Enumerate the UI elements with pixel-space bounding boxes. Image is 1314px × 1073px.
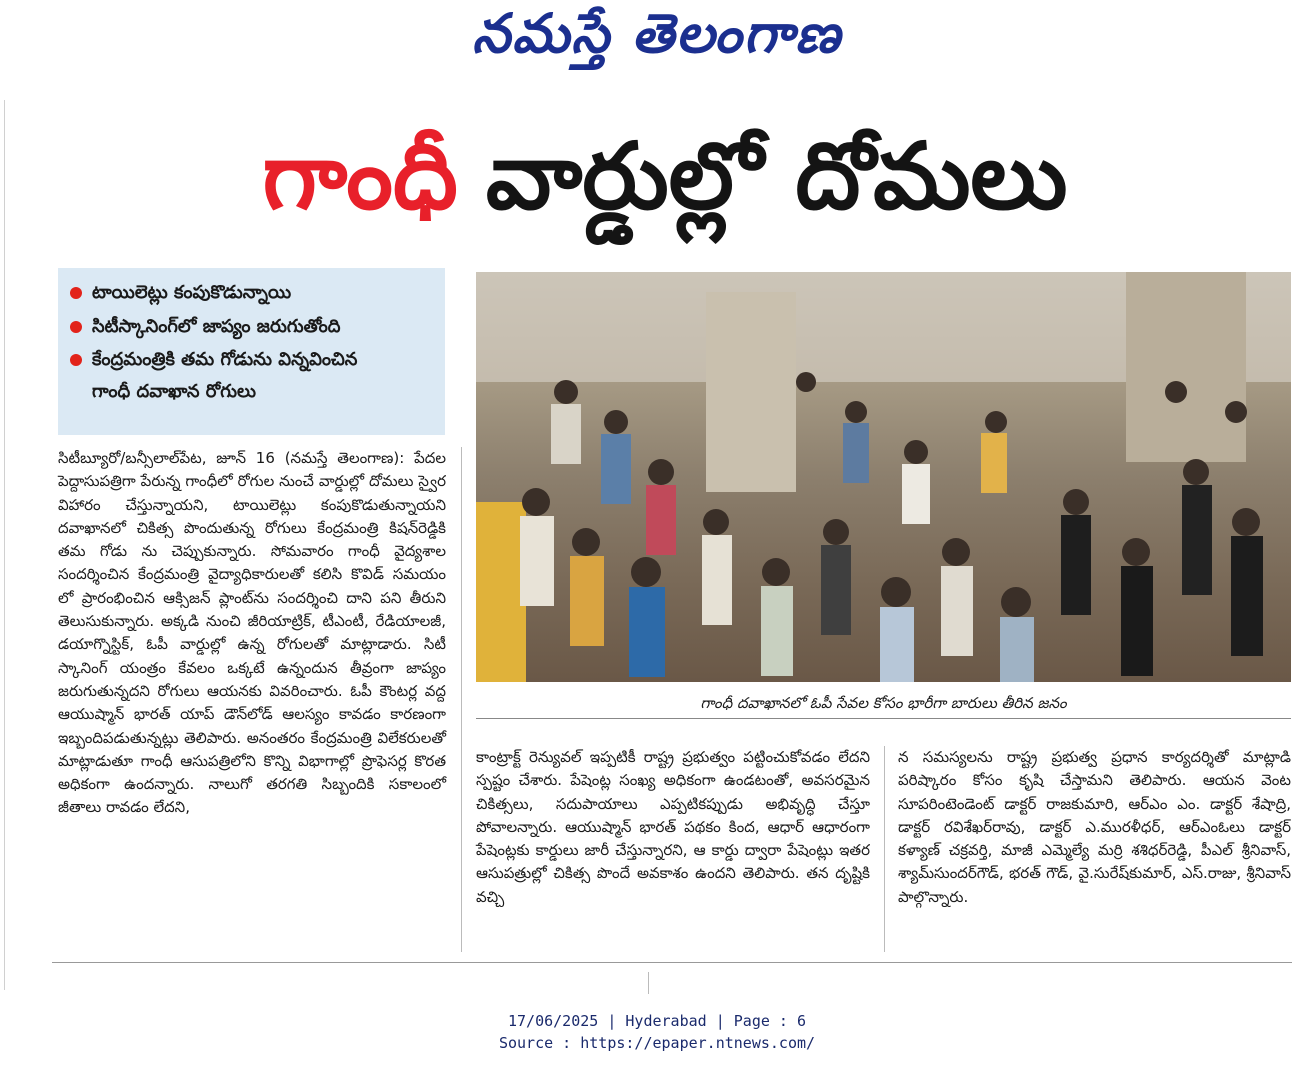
article-column-3: న సమస్యలను రాష్ట్ర ప్రభుత్వ ప్రధాన కార్యదర్శితో మాట్లాడి పరిష్కారం కోసం కృషి చేస్తామని తెలిపారు. ఆయన వెంట సూపరింటెండెంట్ డాక్టర్ రాజకుమారి, ఆర్‌ఎం ఎం. డాక్టర్ శేషాద్రి, డాక్టర్ రవిశేఖర్‌రావు, డాక్టర్ ఎ.మురళీధర్, ఆర్‌ఎంఓలు డాక్టర్ కళ్యాణ్ చక్రవర్తి, మాజీ ఎమ్మెల్యే మర్రి శశిధర్‌రెడ్డి, పీఎల్ శ్రీనివాస్, శ్యామ్‌సుందర్‌గౌడ్, భరత్ గౌడ్, వై.సురేష్‌కుమార్, ఎస్.రాజు, శ్రీనివాస్ పాల్గొన్నారు. (898, 748, 1291, 906)
highlights-box (58, 268, 445, 435)
photo-pillar (706, 292, 796, 492)
photo-pillar (1126, 272, 1246, 462)
headline (30, 112, 1300, 242)
bullet-dot-icon (70, 321, 82, 333)
highlight-text: టాయిలెట్లు కంపుకొడున్నాయి (92, 282, 292, 303)
headline-black-words: వార్డుల్లో దోమలు (485, 123, 1068, 230)
highlight-text: కేంద్రమంత్రికి తమ గోడును విన్నవించిన (92, 349, 358, 371)
bullet-dot-icon (70, 354, 82, 366)
highlight-item-continued (70, 381, 435, 403)
news-photo (476, 272, 1291, 682)
article-column-2: కాంట్రాక్ట్ రెన్యువల్ ఇప్పటికీ రాష్ట్ర ప్రభుత్వం పట్టించుకోవడం లేదని స్పష్టం చేశారు. పేషెంట్ల సంఖ్య అధికంగా ఉండటంతో, అవసరమైన చికిత్సలు, సదుపాయాలు ఎప్పటికప్పుడు అభివృద్ధి చేస్తూ పోవాలన్నారు. ఆయుష్మాన్ భారత్ పథకం కింద, ఆధార్ ఆధారంగా పేషెంట్లకు కార్డులు జారీ చేస్తున్నారని, ఆ కార్డు ద్వారా పేషెంట్లు ఇతర ఆసుపత్రుల్లో చికిత్స పొందే అవకాశం ఉందని తెలిపారు. తన దృష్టికి వచ్చి (476, 748, 870, 906)
bottom-tick (648, 972, 649, 994)
headline-red-word: గాంధీ (262, 123, 458, 230)
bullet-dot-icon (70, 287, 82, 299)
highlight-text: సిటీస్కానింగ్‌లో జాప్యం జరుగుతోంది (92, 315, 341, 337)
column-divider (884, 746, 885, 952)
footer-source[interactable]: Source : https://epaper.ntnews.com/ (498, 1034, 816, 1052)
photo-caption: గాంధీ దవాఖానలో ఓపీ సేవల కోసం భారీగా బారులు తీరిన జనం (476, 688, 1291, 719)
page-edge-rule (4, 100, 5, 990)
highlight-item (70, 316, 435, 338)
column-divider (461, 447, 462, 952)
highlight-item (70, 349, 435, 371)
highlight-text: గాంధీ దవాఖాన రోగులు (92, 380, 256, 402)
masthead (0, 0, 1314, 80)
footer (0, 1010, 1314, 1054)
crowd-illustration (476, 272, 1291, 682)
bottom-rule (52, 962, 1292, 963)
masthead-logo: నమస్తే తెలంగాణ (472, 1, 842, 65)
highlight-item (70, 282, 435, 304)
photo-railing (476, 502, 526, 682)
footer-date-edition: 17/06/2025 | Hyderabad | Page : 6 (507, 1012, 806, 1030)
article-column-1: సిటీబ్యూరో/బన్సీలాల్‌పేట, జూన్ 16 (నమస్తే తెలంగాణ): పేదల పెద్దాసుపత్రిగా పేరున్న గాంధీలో రోగుల నుంచే వార్డుల్లో దోమలు స్వైర విహారం చేస్తున్నాయని, టాయిలెట్లు కంపుకొడుతున్నాయని దవాఖానలో చికిత్స పొందుతున్న రోగులు కేంద్రమంత్రి కిషన్‌రెడ్డికి తమ గోడు ను చెప్పుకున్నారు. సోమవారం గాంధీ వైద్యశాల సందర్శించిన కేంద్రమంత్రి వైద్యాధికారులతో కలిసి కొవిడ్ సమయం లో ప్రారంభించిన ఆక్సిజన్ ప్లాంట్‌ను సందర్శించి దాని పని తీరుని తెలుసుకున్నారు. అక్కడి నుంచి జీరియాట్రిక్, టీఎంటీ, రేడియాలజీ, డయాగ్నొస్టిక్, ఓపీ వార్డుల్లో ఉన్న రోగులతో మాట్లాడారు. సిటీ స్కానింగ్ యంత్రం కేవలం ఒక్కటే ఉన్నందున తీవ్రంగా జాప్యం జరుగుతున్నదని రోగులు ఆయనకు వివరించారు. ఓపీ కౌంటర్ల వద్ద ఆయుష్మాన్ భారత్ యాప్ డౌన్‌లోడ్ ఆలస్యం కావడం కారణంగా ఇబ్బందిపడుతున్నట్లు తెలిపారు. అనంతరం కేంద్రమంత్రి విలేకరులతో మాట్లాడుతూ గాంధీ ఆసుపత్రిలోని కొన్ని విభాగాల్లో ప్రొఫెసర్ల కొరత అధికంగా ఉందన్నారు. నాలుగో తరగతి సిబ్బందికి సకాలంలో జీతాలు రావడం లేదని, (58, 449, 447, 817)
